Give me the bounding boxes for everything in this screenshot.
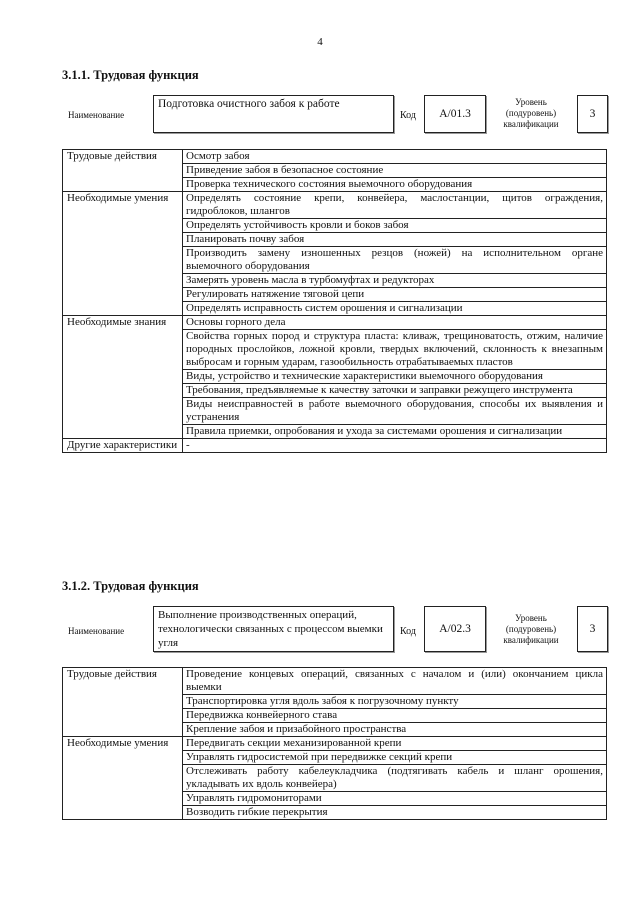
code-value: A/02.3	[439, 623, 471, 635]
table-cell: Транспортировка угля вдоль забоя к погрузочному пункту	[183, 695, 607, 709]
table-cell: Передвигать секции механизированной крепи	[183, 737, 607, 751]
table-cell: Планировать почву забоя	[183, 233, 607, 247]
table-cell: Управлять гидромониторами	[183, 792, 607, 806]
table-row	[63, 668, 607, 695]
function-table-3-1-1	[62, 149, 607, 453]
level-label-line: Уровень	[515, 97, 547, 107]
table-cell: Передвижка конвейерного става	[183, 709, 607, 723]
table-cell: -	[183, 439, 607, 453]
table-cell: Определять состояние крепи, конвейера, маслостанции, щитов ограждения, гидроблоков, шлангов	[183, 192, 607, 219]
table-cell: Требования, предъявляемые к качеству заточки и заправки режущего инструмента	[183, 384, 607, 398]
table-cell: Возводить гибкие перекрытия	[183, 806, 607, 820]
table-cell: Производить замену изношенных резцов (ножей) на исполнительном органе выемочного оборудования	[183, 247, 607, 274]
table-cell: Проверка технического состояния выемочного оборудования	[183, 178, 607, 192]
table-cell: Крепление забоя и призабойного пространства	[183, 723, 607, 737]
section-title-3-1-2: 3.1.2. Трудовая функция	[62, 579, 199, 593]
table-row	[63, 192, 607, 219]
page-number: 4	[317, 36, 323, 48]
table-row	[63, 150, 607, 164]
category-cell: Необходимые умения	[63, 737, 183, 820]
function-name-value: Выполнение производственных операций, технологически связанных с процессом выемки угля	[158, 609, 383, 649]
table-cell: Отслеживать работу кабелеукладчика (подтягивать кабель и шланг орошения, укладывать их вдоль конвейера)	[183, 765, 607, 792]
level-box	[577, 606, 608, 652]
category-cell: Трудовые действия	[63, 668, 183, 737]
table-cell: Регулировать натяжение тяговой цепи	[183, 288, 607, 302]
category-cell: Трудовые действия	[63, 150, 183, 192]
section-title-3-1-1: 3.1.1. Трудовая функция	[62, 68, 199, 82]
table-row	[63, 737, 607, 751]
level-label-line: квалификации	[503, 635, 559, 645]
table-row	[63, 316, 607, 330]
table-cell: Основы горного дела	[183, 316, 607, 330]
code-box	[424, 95, 486, 133]
level-label-line: (подуровень)	[505, 624, 557, 634]
table-cell: Проведение концевых операций, связанных с началом и (или) окончанием цикла выемки	[183, 668, 607, 695]
code-box	[424, 606, 486, 652]
category-cell: Другие характеристики	[63, 439, 183, 453]
name-label: Наименование	[68, 110, 125, 120]
table-cell: Приведение забоя в безопасное состояние	[183, 164, 607, 178]
function-table-3-1-2	[62, 667, 607, 820]
table-cell: Правила приемки, опробования и ухода за системами орошения и сигнализации	[183, 425, 607, 439]
table-cell: Виды, устройство и технические характеристики выемочного оборудования	[183, 370, 607, 384]
function-name-box	[153, 95, 394, 133]
table-cell: Управлять гидросистемой при передвижке секций крепи	[183, 751, 607, 765]
category-cell: Необходимые знания	[63, 316, 183, 439]
level-value: 3	[589, 108, 596, 120]
function-name-box	[153, 606, 394, 652]
level-value: 3	[589, 623, 596, 635]
table-cell: Определять устойчивость кровли и боков забоя	[183, 219, 607, 233]
table-cell: Замерять уровень масла в турбомуфтах и редукторах	[183, 274, 607, 288]
table-cell: Определять исправность систем орошения и сигнализации	[183, 302, 607, 316]
level-box	[577, 95, 608, 133]
table-cell: Осмотр забоя	[183, 150, 607, 164]
table-row	[63, 439, 607, 453]
level-label	[495, 613, 567, 646]
level-label-line: квалификации	[503, 119, 559, 129]
category-cell: Необходимые умения	[63, 192, 183, 316]
code-label: Код	[400, 626, 416, 637]
level-label-line: (подуровень)	[505, 108, 557, 118]
level-label	[495, 97, 567, 130]
name-label: Наименование	[68, 626, 125, 636]
table-cell: Виды неисправностей в работе выемочного оборудования, способы их выявления и устранения	[183, 398, 607, 425]
code-value: A/01.3	[439, 108, 471, 120]
code-label: Код	[400, 110, 416, 121]
table-cell: Свойства горных пород и структура пласта: кливаж, трещиноватость, отжим, наличие породных прослойков, ложной кровли, твердых включений, склонность к внезапным выбросам и горным ударам, газообильность отрабатываемых пластов	[183, 330, 607, 370]
level-label-line: Уровень	[515, 613, 547, 623]
function-name-value: Подготовка очистного забоя к работе	[158, 98, 340, 110]
